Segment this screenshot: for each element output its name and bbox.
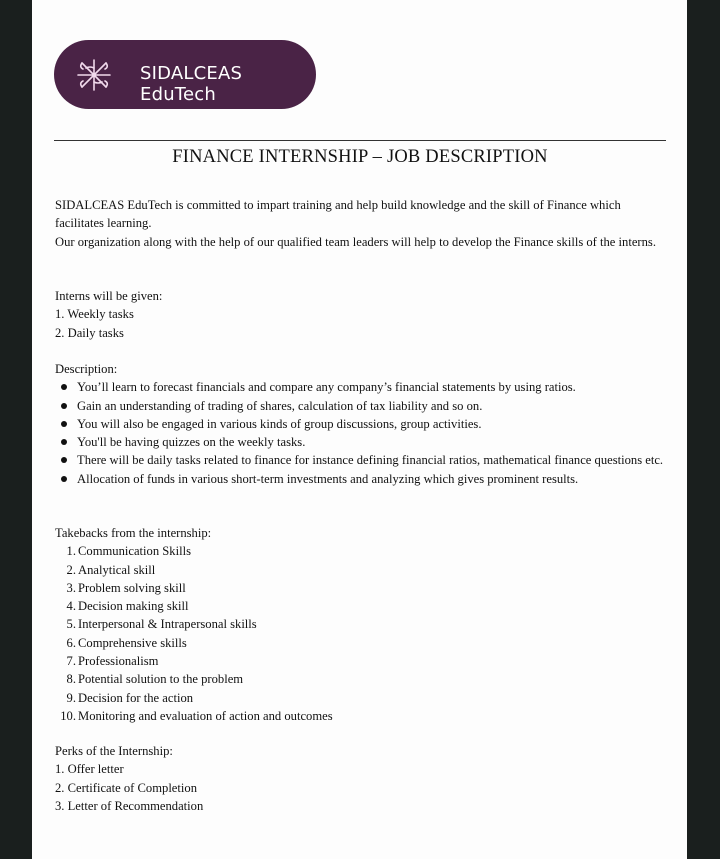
list-item [55, 652, 667, 670]
list-text: Comprehensive skills [78, 635, 187, 650]
list-text: Professionalism [78, 654, 159, 669]
intro-paragraph-1: SIDALCEAS EduTech is committed to impart training and help build knowledge and the skill of Finance which facilitates learning. [55, 198, 621, 231]
list-text: Problem solving skill [78, 580, 186, 595]
list-item: 3. Letter of Recommendation [55, 798, 204, 813]
intro-paragraph-2: Our organization along with the help of our qualified team leaders will help to develop the Finance skills of the interns. [55, 234, 656, 249]
document-page [32, 0, 687, 859]
list-item [55, 542, 667, 560]
list-item: 2. Daily tasks [55, 325, 124, 340]
list-item: 1. Offer letter [55, 762, 124, 777]
brand-logo [54, 40, 316, 109]
list-item: Gain an understanding of trading of shares, calculation of tax liability and so on. [55, 397, 667, 415]
list-item [55, 561, 667, 579]
list-number: 8. [66, 672, 76, 687]
perks-section [55, 742, 667, 815]
list-text: Interpersonal & Intrapersonal skills [78, 617, 257, 632]
list-item [55, 597, 667, 615]
tasks-heading: Interns will be given: [55, 289, 163, 303]
list-text: Analytical skill [78, 562, 156, 577]
list-text: Monitoring and evaluation of action and outcomes [78, 708, 333, 723]
list-item: There will be daily tasks related to finance for instance defining financial ratios, mathematical finance questions etc. [55, 451, 667, 469]
intro-section [55, 196, 667, 251]
list-item: Allocation of funds in various short-term investments and analyzing which gives prominent results. [55, 470, 667, 488]
list-text: Potential solution to the problem [78, 672, 244, 687]
list-number: 10. [60, 708, 76, 723]
tasks-section [55, 287, 667, 342]
brand-name: SIDALCEAS EduTech [140, 63, 243, 105]
list-item: You will also be engaged in various kinds of group discussions, group activities. [55, 415, 667, 433]
description-heading: Description: [55, 362, 118, 376]
list-number: 2. [66, 562, 76, 577]
list-item [55, 689, 667, 707]
list-text: Decision making skill [78, 599, 189, 614]
list-item: 2. Certificate of Completion [55, 780, 197, 795]
list-item [55, 670, 667, 688]
list-number: 1. [66, 544, 76, 559]
leaf-burst-icon [74, 58, 114, 92]
takebacks-section [55, 524, 667, 725]
list-text: Communication Skills [78, 544, 191, 559]
takebacks-heading: Takebacks from the internship: [55, 526, 212, 540]
list-item: You’ll learn to forecast financials and compare any company’s financial statements by using ratios. [55, 378, 667, 396]
list-number: 4. [66, 599, 76, 614]
perks-heading: Perks of the Internship: [55, 744, 173, 758]
list-text: Decision for the action [78, 690, 194, 705]
description-section [55, 360, 667, 488]
list-item [55, 634, 667, 652]
list-number: 6. [66, 635, 76, 650]
list-item [55, 579, 667, 597]
list-item [55, 707, 667, 725]
list-number: 9. [66, 690, 76, 705]
list-item [55, 615, 667, 633]
list-item: 1. Weekly tasks [55, 307, 134, 322]
description-list [55, 378, 667, 488]
list-number: 7. [66, 654, 76, 669]
list-number: 5. [66, 617, 76, 632]
page-title: FINANCE INTERNSHIP – JOB DESCRIPTION [172, 147, 548, 167]
list-number: 3. [66, 580, 76, 595]
header-divider [54, 140, 666, 141]
list-item: You'll be having quizzes on the weekly tasks. [55, 433, 667, 451]
